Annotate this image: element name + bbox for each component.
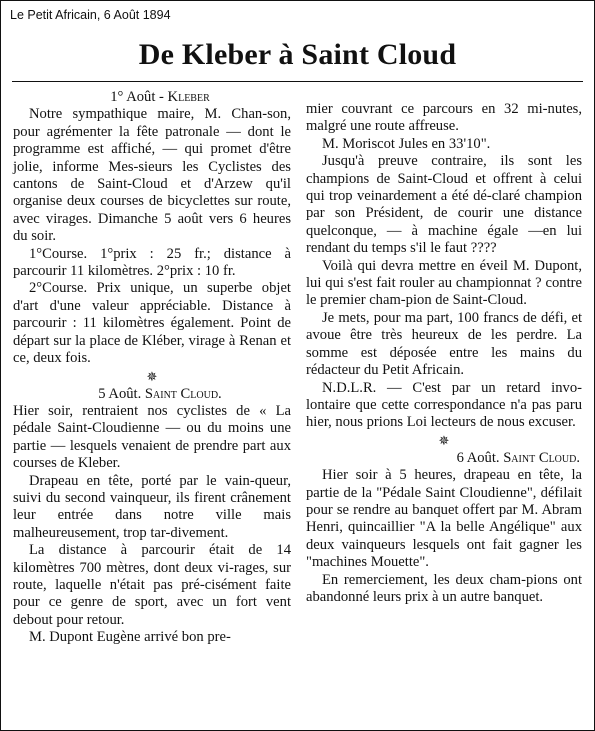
article-title: De Kleber à Saint Cloud: [138, 38, 457, 71]
paragraph: Jusqu'à preuve contraire, ils sont les champions de Saint-Cloud et offrent à celui qui trop veinardement a été dé-claré champion par son Président, de courir une distance quelconque, — à machine égale —en lui rendant du temps s'il le faut ????: [306, 153, 582, 257]
paragraph: Hier soir à 5 heures, drapeau en tête, la partie de la "Pédale Saint Cloudienne", défilait pour se rendre au banquet offert par M. Abram Henri, quincaillier "A la belle Angélique" aux deux vainqueurs lesquels ont fait gagner les "machines Mouette".: [306, 467, 582, 571]
title-divider: [12, 81, 583, 82]
paragraph: M. Dupont Eugène arrivé bon pre-: [29, 629, 231, 646]
paragraph: 2°Course. Prix unique, un superbe objet d'art d'une valeur appréciable. Distance à parcourir : 11 kilomètres également. Point de départ sur la place de Kléber, virage à Renan et ce, deux fois.: [13, 280, 291, 367]
paragraph: M. Moriscot Jules en 33'10".: [322, 135, 491, 152]
ornament-icon: ✵: [146, 369, 158, 385]
section-heading-3: 6 Août. Saint Cloud.: [456, 449, 580, 466]
section-heading-2: 5 Août. Saint Cloud.: [98, 385, 222, 402]
section-heading-1: 1° Août - Kleber: [110, 89, 210, 105]
ornament-icon: ✵: [438, 433, 450, 449]
right-column: [306, 101, 582, 606]
newspaper-source-line: Le Petit Africain, 6 Août 1894: [10, 8, 171, 22]
paragraph: La distance à parcourir était de 14 kilomètres 700 mètres, dont deux vi-rages, sur route, laquelle n'était pas pré-cisément faite pour ce genre de sport, avec un fort vent debout pour retour.: [13, 542, 291, 628]
paragraph: Hier soir, rentraient nos cyclistes de « La pédale Saint-Cloudienne — ou du moins une partie — lesquels venaient de prendre part aux courses de Kleber.: [13, 402, 291, 472]
paragraph: 1°Course. 1°prix : 25 fr.; distance à parcourir 11 kilomètres. 2°prix : 10 fr.: [13, 245, 291, 280]
paragraph: mier couvrant ce parcours en 32 mi-nutes, malgré une route affreuse.: [306, 101, 582, 135]
paragraph: En remerciement, les deux cham-pions ont abandonné leurs prix à un autre banquet.: [306, 571, 582, 605]
left-column: [13, 89, 291, 647]
paragraph: Voilà qui devra mettre en éveil M. Dupont, lui qui s'est fait rouler au championnat ? contre le premier cham-pion de Saint-Cloud.: [306, 257, 582, 309]
paragraph: Drapeau en tête, porté par le vain-queur, suivi du second vainqueur, ils firent crânement leur entrée dans notre ville mais malheureusement, trop tar-divement.: [13, 472, 291, 541]
paragraph: Je mets, pour ma part, 100 francs de défi, et avoue être très heureux de les perdre. La somme est déposée entre les mains du rédacteur du Petit Africain.: [306, 309, 582, 379]
paragraph: Notre sympathique maire, M. Chan-son, pour agrémenter la fête patronale — dont le programme est affiché, — qui promet d'être jolie, informe Mes-sieurs les Cyclistes des cantons de Saint-Cloud et d'Arzew qu'il organise deux courses de bicyclettes sur route, avec virages. Dimanche 5 août vers 6 heures du soir.: [13, 106, 291, 245]
paragraph: N.D.L.R. — C'est par un retard invo-lontaire que cette correspondance n'a pas paru hier, nous prions Loi lecteurs de nous excuser.: [306, 379, 582, 431]
